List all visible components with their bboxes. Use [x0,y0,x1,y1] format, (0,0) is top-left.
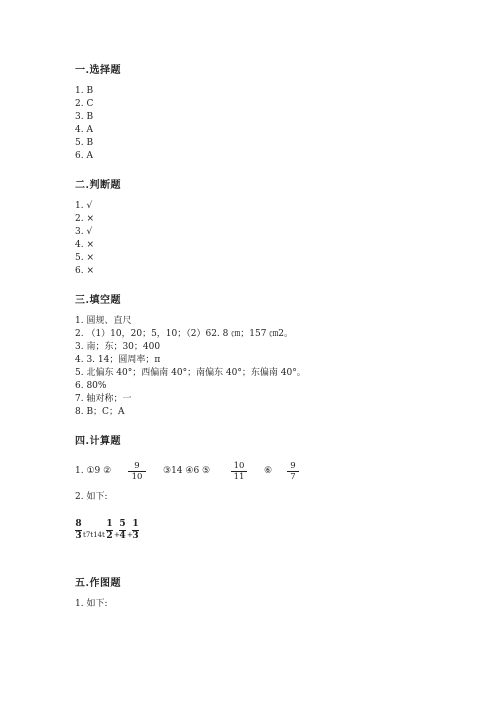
answer-line: 4. A [75,125,93,135]
denominator: 11 [233,472,245,482]
answer-line: 4. × [75,240,94,250]
expr-fraction-1-2 [106,519,113,542]
answer-line: 4. 3. 14；圆周率；π [75,355,161,365]
numerator: 5 [119,519,126,529]
expr-fraction-5-4 [119,519,126,542]
answer-line: 1. √ [75,201,93,211]
denominator: 2 [106,531,113,541]
expr-plus: + [127,531,133,539]
answer-line: 1. 如下: [75,599,108,609]
section-title-fill: 三.填空题 [75,295,121,306]
answer-line: 6. × [75,266,94,276]
numerator: 1 [132,519,139,529]
section-title-choice: 一.选择题 [75,65,121,76]
numerator: 1 [106,519,113,529]
answer-line: 3. 南；东；30；400 [75,342,161,352]
expr-plus: + [114,531,120,539]
calc-q2-label: 2. 如下: [75,492,108,502]
answer-line: 1. B [75,86,94,96]
expr-fraction-8-3 [75,519,82,542]
answer-line: 6. 80% [75,381,107,391]
denominator: 3 [75,531,82,541]
denominator: 10 [131,472,143,482]
calc-q1-prefix: 1. ①9 ② [75,466,112,476]
answer-line: 3. B [75,112,94,122]
calc-q1-circle-6: ⑥ [264,466,273,476]
answer-line: 1. 圆规、直尺 [75,316,132,326]
denominator: 4 [119,531,126,541]
numerator: 8 [75,519,82,529]
fraction-9-10 [128,461,146,482]
fraction-9-7 [287,461,299,482]
answer-line: 8. B；C；A [75,407,125,417]
answer-line: 2. C [75,99,94,109]
section-title-calc: 四.计算题 [75,436,121,447]
answer-line: 5. × [75,253,94,263]
section-title-draw: 五.作图题 [75,578,121,589]
answer-line: 2. × [75,214,94,224]
answer-line: 5. 北偏东 40°；西偏南 40°；南偏东 40°；东偏南 40°。 [75,368,306,378]
denominator: 7 [290,472,296,482]
section-title-judge: 二.判断题 [75,180,121,191]
numerator: 9 [128,461,146,472]
answer-line: 5. B [75,138,94,148]
answer-line: 2. （1）10，20；5，10；（2）62. 8 ㎝；157 ㎝2。 [75,329,294,339]
numerator: 9 [287,461,299,472]
expr-inline-text: t7t14t [83,531,105,539]
numerator: 10 [231,461,247,472]
fraction-10-11 [231,461,247,482]
answer-line: 7. 轴对称；一 [75,394,132,404]
calc-q1-mid: ③14 ④6 ⑤ [163,466,211,476]
answer-line: 6. A [75,151,93,161]
expr-fraction-1-3 [132,519,139,542]
denominator: 3 [132,531,139,541]
answer-line: 3. √ [75,227,93,237]
